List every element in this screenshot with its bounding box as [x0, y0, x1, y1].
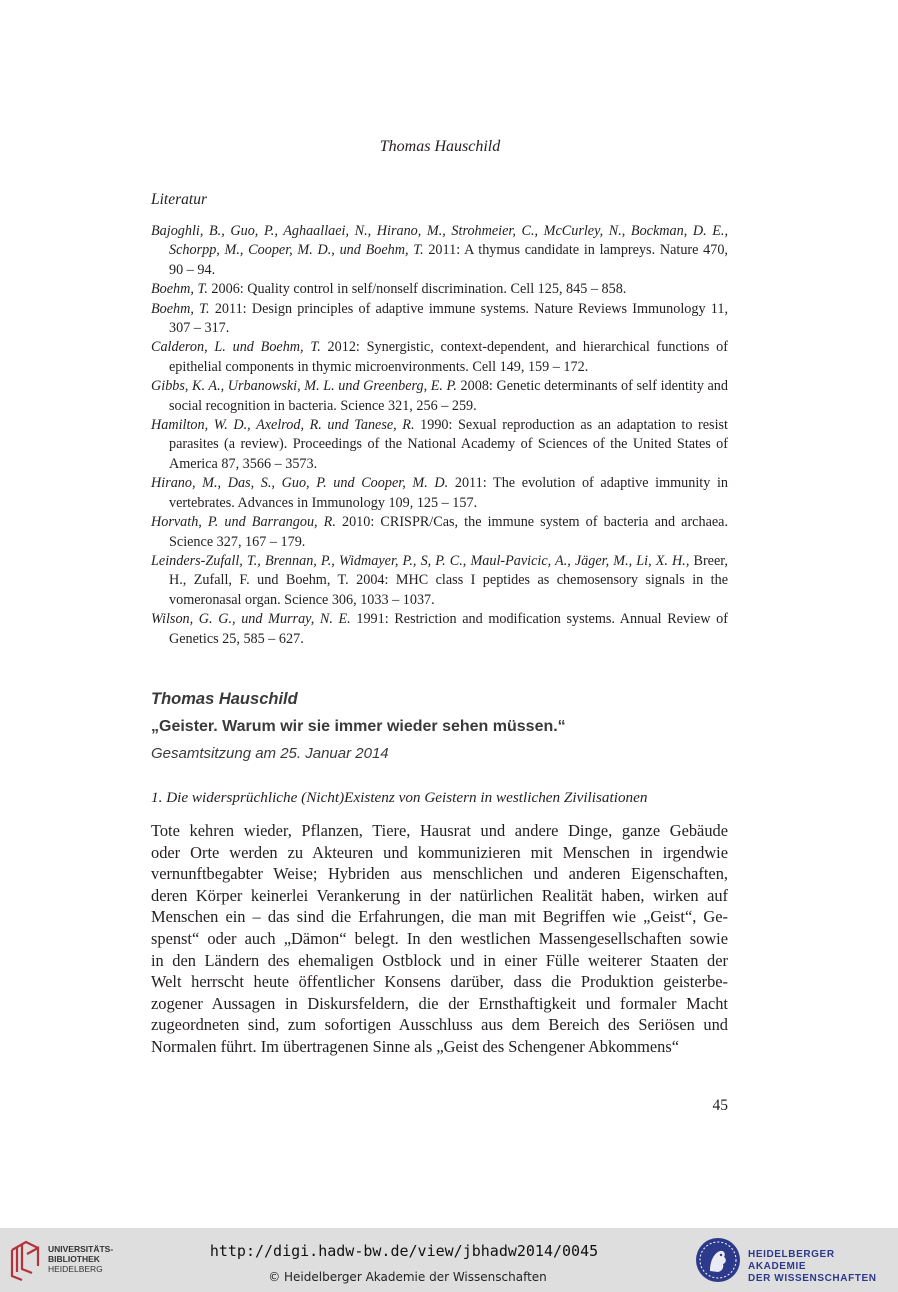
document-url-link[interactable]: http://digi.hadw-bw.de/view/jbhadw2014/0045 — [209, 1242, 599, 1260]
reference-authors: Boehm, T. — [151, 300, 210, 317]
library-logo-line: UNIVERSITÄTS- — [48, 1244, 114, 1254]
running-head: Thomas Hauschild — [379, 138, 501, 155]
section-heading: 1. Die widersprüchliche (Nicht)Existenz von Geistern in westlichen Zivilisationen — [151, 789, 648, 806]
reference-item — [151, 338, 728, 377]
reference-item — [151, 222, 728, 280]
reference-authors: Calderon, L. und Boehm, T. — [151, 339, 321, 356]
reference-item — [151, 552, 728, 610]
reference-details: 1991: Restriction and modification systems. Annual Review of Genetics 25, 585 – 627. — [169, 611, 728, 647]
reference-details: 2011: Design principles of adaptive immune systems. Nature Reviews Immunology 11, 307 – 317. — [169, 300, 729, 337]
reference-details: 2011: The evolution of adaptive immunity in vertebrates. Advances in Immunology 109, 125 – 157. — [169, 475, 728, 511]
reference-item — [151, 300, 728, 339]
reference-details: 2010: CRISPR/Cas, the immune system of bacteria and archaea. Science 327, 167 – 179. — [169, 514, 729, 550]
page-number: 45 — [712, 1097, 728, 1114]
reference-authors: Hirano, M., Das, S., Guo, P. und Cooper, M. D. — [151, 475, 449, 492]
body-line: zugeordneten sind, zum sofortigen Ausschluss aus dem Bereich des Seriösen und — [151, 1015, 728, 1035]
library-logo-line: BIBLIOTHEK — [48, 1254, 100, 1264]
reference-details: 2006: Quality control in self/nonself discrimination. Cell 125, 845 – 858. — [207, 281, 627, 298]
body-line: spenst“ oder auch „Dämon“ belegt. In den westlichen Massengesellschaften sowie — [151, 928, 728, 948]
reference-item — [151, 280, 728, 299]
reference-details: 2012: Synergistic, context-dependent, and hierarchical functions of epithelial components in thymic microenvironments. Cell 149, 159 – 172. — [169, 339, 729, 375]
reference-item — [151, 610, 728, 649]
academy-logo-text — [748, 1249, 894, 1285]
body-line: oder Orte werden zu Akteuren und kommunizieren mit Menschen in irgendwie — [151, 842, 728, 862]
literature-heading: Literatur — [151, 191, 207, 208]
body-line: zogener Aussagen in Diskursfeldern, die der Ernsthaftigkeit und formaler Macht — [151, 993, 728, 1013]
body-line: Menschen ein – das sind die Erfahrungen, die man mit Begriffen wie „Geist“, Ge- — [151, 907, 728, 927]
reference-list — [151, 222, 728, 649]
reference-item — [151, 474, 728, 513]
footer-bar — [0, 1228, 898, 1292]
body-paragraph — [151, 820, 728, 1058]
talk-title: „Geister. Warum wir sie immer wieder sehen müssen.“ — [151, 718, 566, 735]
reference-authors: Horvath, P. und Barrangou, R. — [151, 514, 336, 531]
reference-details: Breer, H., Zufall, F. und Boehm, T. 2004: MHC class I peptides as chemosensory signals in the vomeronasal organ. Science 306, 1033 – 1037. — [169, 552, 728, 608]
talk-session: Gesamtsitzung am 25. Januar 2014 — [151, 745, 389, 762]
reference-item — [151, 513, 728, 552]
academy-logo[interactable] — [694, 1235, 894, 1285]
reference-authors: Hamilton, W. D., Axelrod, R. und Tanese, R. — [151, 417, 415, 434]
body-line: vernunftbegabter Weise; Hybriden aus menschlichen und anderen Eigenschaften, — [151, 864, 728, 884]
academy-logo-line: HEIDELBERGER AKADEMIE — [748, 1249, 835, 1272]
reference-details: 2011: A thymus candidate in lampreys. Nature 470, 90 – 94. — [169, 242, 728, 278]
library-logo-line: HEIDELBERG — [48, 1264, 103, 1274]
academy-logo-line: DER WISSENSCHAFTEN — [748, 1273, 877, 1284]
body-line: Normalen führt. Im übertragenen Sinne als „Geist des Schengener Abkommens“ — [151, 1036, 679, 1056]
body-line: Welt herrscht heute öffentlicher Konsens darüber, dass die Produktion geisterbe- — [151, 972, 728, 992]
body-line: deren Körper keinerlei Verankerung in der natürlichen Realität haben, wirken auf — [151, 885, 728, 905]
copyright-notice: © Heidelberger Akademie der Wissenschaften — [268, 1270, 547, 1284]
reference-authors: Leinders-Zufall, T., Brennan, P., Widmayer, P., S, P. C., Maul-Pavicic, A., Jäger, M., Li, X. H., — [151, 552, 690, 569]
academy-seal-icon — [694, 1235, 742, 1285]
reference-authors: Bajoghli, B., Guo, P., Aghaallaei, N., Hirano, M., Strohmeier, C., McCurley, N., Bockman, D. E., Schorpp, M., Cooper, M. D., und Boehm, T. — [151, 223, 728, 259]
reference-item — [151, 416, 728, 474]
reference-authors: Gibbs, K. A., Urbanowski, M. L. und Greenberg, E. P. — [151, 378, 457, 395]
talk-author: Thomas Hauschild — [151, 690, 298, 708]
body-line: Tote kehren wieder, Pflanzen, Tiere, Hausrat und andere Dinge, ganze Gebäude — [151, 821, 728, 840]
body-line: in den Ländern des ehemaligen Ostblock und in einer Fülle weiterer Staaten der — [151, 950, 728, 970]
reference-details: 1990: Sexual reproduction as an adaptation to resist parasites (a review). Proceedings of the National Academy of Sciences of the United States of America 87, 3566 – 3573. — [169, 417, 728, 472]
reference-item — [151, 377, 728, 416]
reference-authors: Boehm, T. — [151, 281, 208, 298]
reference-authors: Wilson, G. G., und Murray, N. E. — [151, 611, 351, 628]
reference-details: 2008: Genetic determinants of self identity and social recognition in bacteria. Science 321, 256 – 259. — [169, 378, 728, 414]
